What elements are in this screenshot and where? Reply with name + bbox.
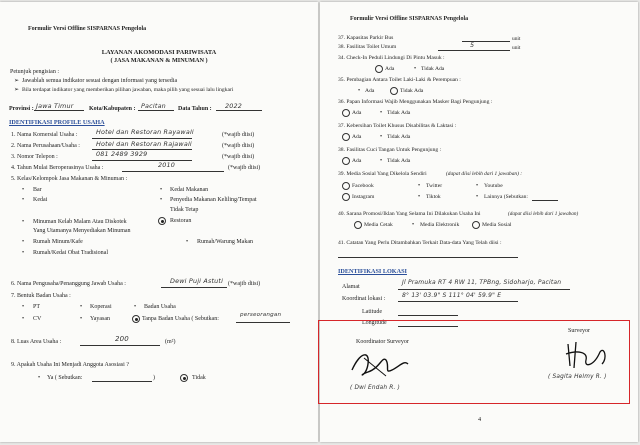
city-label: Kota/Kabupaten : (89, 106, 136, 112)
q8-label: 8. Luas Area Usaha : (11, 339, 62, 345)
q2-value[interactable]: Hotel dan Restoran Rajawali (96, 140, 192, 148)
q40-label: 40. Sarana Promosi/Iklan Yang Selama Ini Dilakukan Usaha Ini (338, 211, 481, 217)
opt-yayasan[interactable]: Yayasan (90, 316, 111, 322)
selected-circle-icon (342, 109, 350, 117)
surveyor-label: Surveyor (568, 328, 590, 334)
opt-media-sosial[interactable]: Media Sosial (482, 222, 512, 228)
q7-label: 7. Bentuk Badan Usaha : (11, 293, 71, 299)
opt-minuman-kelab-line2: Yang Utamanya Menyediakan Minuman (33, 228, 131, 234)
coordinator-label: Koordinator Surveyor (356, 339, 409, 345)
opt-rumah-makan[interactable]: Rumah/Warung Makan (197, 239, 254, 245)
left-page: Formulir Versi Offline SISPARNAS Pengelola LAYANAN AKOMODASI PARIWISATA ( JASA MAKANAN & MINUMAN ) Petunjuk pengisian : ➢ Jawablah semua indikator sesuai dengan informasi yang tersedia ➢ Bila terdapat indikator yang memberikan pilihan jawaban, maka pilih yang sesuai lalu lingkari Provinsi : Jawa Timur Kota/Kabupaten : Pacitan Data Tahun : 2022 IDENTIFIKASI PROFILE USAHA 1. Nama Komersial Usaha : Hotel dan Restoran Rayawali (*wajib diisi) 2. Nama Perusahaan/Usaha : Hotel dan Restoran Rajawali (*wajib diisi) 3. Nomor Telepon : 081 2489 3929 (*wajib diisi) 4. Tahun Mulai Beroperasinya Usaha : 2010 (*wajib diisi) 5. Kelas/Kelompok Jasa Makanan & Minuman : • Bar • Kedai Makanan • Kedai • Penyedia Makanan Keliling/Tempat Tidak Tetap Restoran • Minuman Kelab Malam Atau Diskotek Yang Utamanya Menyediakan Minuman • Rumah Minum/Kafe • Rumah/Warung Makan • Rumah/Kedai Obat Tradisional 6. Nama Pengusaha/Penanggung Jawab Usaha : Dewi Puji Astuti (*wajib diisi) 7. Bentuk Badan Usaha : • PT • Koperasi • Badan Usaha • CV • Yayasan Tanpa Badan Usaha ( Sebutkan: perseorangan 8. Luas Area Usaha : 200 (m²) 9. Apakah Usaha Ini Menjadi Anggota Asosiasi ? • Ya ( Sebutkan: ) Tidak (0, 2, 318, 442)
instructions-label: Petunjuk pengisian : (10, 69, 59, 75)
q2-required: (*wajib diisi) (222, 143, 255, 149)
q34-ada[interactable]: Ada (385, 66, 395, 72)
opt-kedai[interactable]: Kedai (33, 197, 48, 203)
koordinat-label: Koordinat lokasi : (342, 296, 386, 302)
q4-required: (*wajib diisi) (228, 165, 261, 171)
opt-rumah-obat[interactable]: Rumah/Kedai Obat Tradisional (33, 250, 108, 256)
q4-label: 4. Tahun Mulai Beroperasinya Usaha : (11, 165, 104, 171)
q4-value[interactable]: 2010 (158, 161, 176, 169)
longitude-label: Longitude (362, 320, 387, 326)
right-page: Formulir Versi Offline SISPARNAS Pengelola 37. Kapasitas Parkir Bus unit 38. Fasilitas Toilet Umum 5 unit 34. Check-In Peduli Lindungi Di Pintu Masuk : Ada • Tidak Ada 35. Pembagian Antara Toilet Laki-Laki & Perempuan : • Ada Tidak Ada 36. Papan Informasi Wajib Menggunakan Masker Bagi Pengunjung : Ada • Tidak Ada 37. Kebersihan Toilet Khusus Disabilitas & Laktasi : Ada • Tidak Ada 38. Fasilitas Cuci Tangan Untuk Pengunjung : Ada • Tidak Ada 39. Media Sosial Yang Dikelola Sendiri (dapat diisi lebih dari 1 jawaban) : Facebook • Twitter • Youtube Instagram • Tiktok • Lainnya (Sebutkan: 40. Sarana Promosi/Iklan Yang Selama Ini Dilakukan Usaha Ini (dapat diisi lebih dari 1 jawaban) Media Cetak • Media Elektronik Media Sosial 41. Catatan Yang Perlu Ditambahkan Terkait Data-data Yang Telah diisi : IDENTIFIKASI LOKASI Alamat Jl Pramuka RT 4 RW 11, TPBng, Sidoharjo, Pacitan Koordinat lokasi : 8° 13' 03.9" S 111° 04' 59.9" E Latitude Longitude Koordinator Surveyor ( Dwi Endah R. ) Surveyor ( Sagita Helmy R. ) 4 (320, 2, 638, 442)
q1-label: 1. Nama Komersial Usaha : (11, 132, 78, 138)
section-profile-heading: IDENTIFIKASI PROFILE USAHA (9, 119, 105, 126)
opt-media-cetak[interactable]: Media Cetak (364, 222, 393, 228)
q37-unit: unit (512, 36, 521, 42)
opt-penyedia[interactable]: Penyedia Makanan Keliling/Tempat (170, 197, 257, 203)
q36-tidak-ada[interactable]: Tidak Ada (387, 110, 411, 116)
q39-label: 39. Media Sosial Yang Dikelola Sendiri (338, 171, 427, 177)
form-header: Formulir Versi Offline SISPARNAS Pengelola (28, 26, 147, 32)
q3-label: 3. Nomor Telepon : (11, 154, 58, 160)
q1-value[interactable]: Hotel dan Restoran Rayawali (96, 128, 194, 136)
q35-tidak-ada[interactable]: Tidak Ada (400, 88, 424, 94)
page-number: 4 (478, 416, 482, 423)
opt-media-elektronik[interactable]: Media Elektronik (420, 222, 460, 228)
instruction-1: Jawablah semua indikator sesuai dengan informasi yang tersedia (22, 78, 178, 84)
q37-label: 37. Kapasitas Parkir Bus (338, 35, 394, 41)
q6-value[interactable]: Dewi Puji Astuti (170, 277, 224, 285)
opt-ya[interactable]: Ya ( Sebutkan: (47, 375, 83, 381)
q6-label: 6. Nama Pengusaha/Penanggung Jawab Usaha : (11, 281, 126, 287)
q38-value[interactable]: 5 (470, 41, 475, 49)
q37b-label: 37. Kebersihan Toilet Khusus Disabilitas & Laktasi : (338, 123, 457, 129)
q3-required: (*wajib diisi) (222, 154, 255, 160)
selected-circle-icon (354, 221, 362, 229)
q37b-tidak-ada[interactable]: Tidak Ada (387, 134, 411, 140)
selected-circle-icon (390, 87, 398, 95)
opt-bar[interactable]: Bar (33, 187, 42, 193)
latitude-label: Latitude (362, 309, 382, 315)
q5-label: 5. Kelas/Kelompok Jasa Makanan & Minuman : (11, 176, 128, 182)
selected-circle-icon (342, 193, 350, 201)
opt-tanpa-badan[interactable]: Tanpa Badan Usaha ( Sebutkan: (142, 316, 219, 322)
year-value[interactable]: 2022 (225, 102, 243, 110)
q35-label: 35. Pembagian Antara Toilet Laki-Laki & Perempuan : (338, 77, 461, 83)
city-value[interactable]: Pacitan (141, 102, 166, 110)
opt-rumah-minum[interactable]: Rumah Minum/Kafe (33, 239, 83, 245)
selected-circle-icon (342, 133, 350, 141)
opt-lainnya[interactable]: Lainnya (Sebutkan: (484, 194, 528, 200)
q3-value[interactable]: 081 2489 3929 (96, 150, 148, 158)
q38-label: 38. Fasilitas Toilet Umum (338, 44, 397, 50)
alamat-label: Alamat (342, 284, 360, 290)
opt-instagram[interactable]: Instagram (352, 194, 375, 200)
q8-unit: (m²) (165, 339, 176, 345)
province-value[interactable]: Jawa Timur (36, 102, 74, 110)
q6-required: (*wajib diisi) (228, 281, 261, 287)
instruction-arrow-icon: ➢ (14, 78, 20, 84)
opt-youtube[interactable]: Youtube (484, 183, 503, 189)
koordinat-value[interactable]: 8° 13' 03.9" S 111° 04' 59.9" E (402, 292, 502, 299)
opt-twitter[interactable]: Twitter (426, 183, 443, 189)
selected-circle-icon (342, 157, 350, 165)
opt-kedai-makanan[interactable]: Kedai Makanan (170, 187, 209, 193)
opt-penyedia-line2: Tidak Tetap (170, 207, 199, 213)
opt-tidak[interactable]: Tidak (192, 375, 206, 381)
form-subtitle: ( JASA MAKANAN & MINUMAN ) (110, 57, 208, 64)
opt-tiktok[interactable]: Tiktok (426, 194, 441, 200)
opt-minuman-kelab[interactable]: Minuman Kelab Malam Atau Diskotek (33, 219, 127, 225)
section-location-heading: IDENTIFIKASI LOKASI (338, 268, 407, 275)
q37b-ada[interactable]: Ada (352, 134, 362, 140)
instruction-2: Bila terdapat indikator yang memberikan pilihan jawaban, maka pilih yang sesuai lalu lingkari (22, 87, 234, 93)
q1-required: (*wajib diisi) (222, 132, 255, 138)
q8-value[interactable]: 200 (115, 335, 129, 343)
q38b-ada[interactable]: Ada (352, 158, 362, 164)
q36-label: 36. Papan Informasi Wajib Menggunakan Masker Bagi Pengunjung : (338, 99, 493, 105)
alamat-value[interactable]: Jl Pramuka RT 4 RW 11, TPBng, Sidoharjo, Pacitan (402, 279, 562, 286)
q39-note: (dapat diisi lebih dari 1 jawaban) : (446, 171, 523, 177)
selected-circle-icon (375, 65, 383, 73)
q35-ada[interactable]: Ada (365, 88, 375, 94)
selected-circle-icon (342, 182, 350, 190)
opt-koperasi[interactable]: Koperasi (90, 304, 112, 310)
selected-circle-icon (472, 221, 480, 229)
q38b-label: 38. Fasilitas Cuci Tangan Untuk Pengunjung : (338, 147, 442, 153)
opt-pt[interactable]: PT (33, 304, 41, 310)
form-header: Formulir Versi Offline SISPARNAS Pengelola (350, 16, 469, 22)
q36-ada[interactable]: Ada (352, 110, 362, 116)
signature-highlight-box (318, 320, 630, 404)
tanpa-badan-value[interactable]: perseorangan (240, 312, 282, 318)
q34-tidak-ada[interactable]: Tidak Ada (421, 66, 445, 72)
coordinator-name: ( Dwi Endah R. ) (350, 385, 401, 391)
opt-facebook[interactable]: Facebook (352, 183, 374, 189)
province-label: Provinsi : (9, 106, 34, 112)
year-label: Data Tahun : (178, 106, 212, 112)
opt-cv[interactable]: CV (33, 316, 42, 322)
q2-label: 2. Nama Perusahaan/Usaha : (11, 143, 80, 149)
q41-label: 41. Catatan Yang Perlu Ditambahkan Terkait Data-data Yang Telah diisi : (338, 240, 502, 246)
q38b-tidak-ada[interactable]: Tidak Ada (387, 158, 411, 164)
instruction-arrow-icon: ➢ (14, 87, 20, 93)
surveyor-name: ( Sagita Helmy R. ) (548, 374, 607, 380)
q38-unit: unit (512, 45, 521, 51)
opt-restoran[interactable]: Restoran (170, 218, 192, 224)
q9-label: 9. Apakah Usaha Ini Menjadi Anggota Asosiasi ? (11, 362, 129, 368)
q34-label: 34. Check-In Peduli Lindungi Di Pintu Masuk : (338, 55, 445, 61)
opt-badan-usaha[interactable]: Badan Usaha (144, 304, 176, 310)
form-title: LAYANAN AKOMODASI PARIWISATA (101, 49, 217, 56)
opt-ya-close: ) (153, 375, 155, 381)
q40-note: (dapat diisi lebih dari 1 jawaban) (508, 211, 579, 217)
